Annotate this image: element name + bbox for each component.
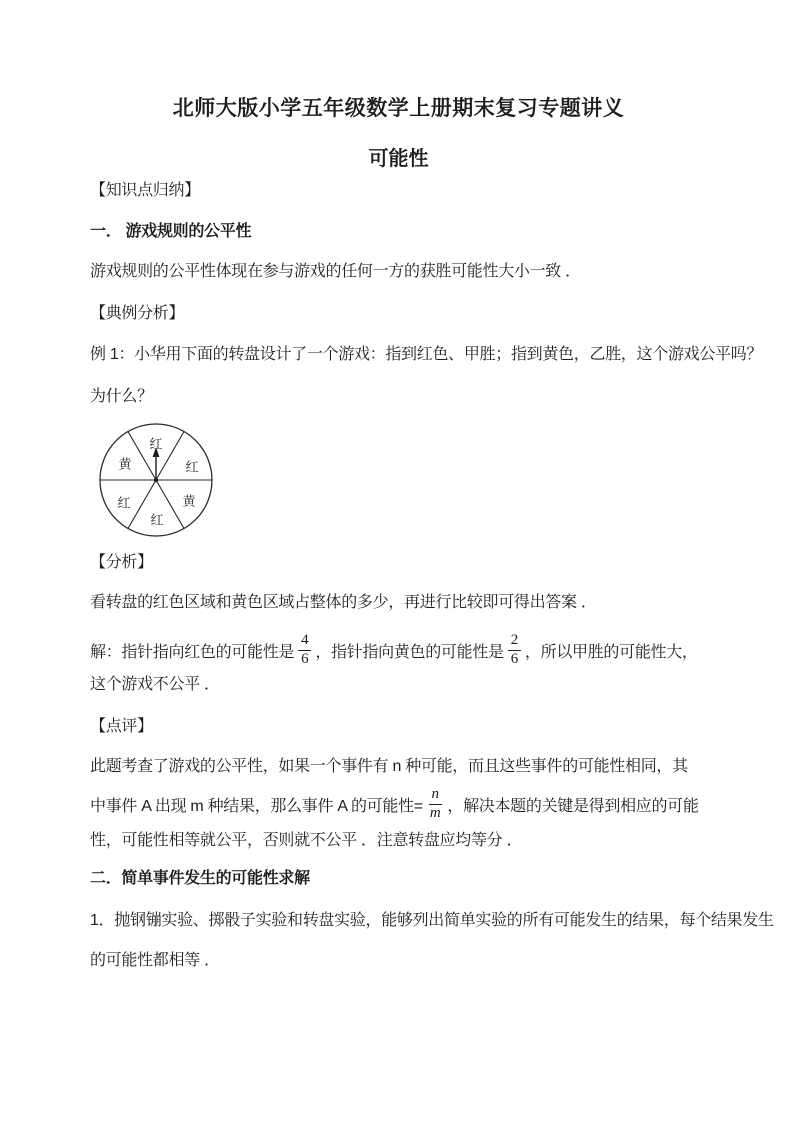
- section1-heading: 一． 游戏规则的公平性: [90, 223, 252, 240]
- solution-seg1: 解：指针指向红色的可能性是: [90, 643, 295, 661]
- solution-seg3: ，所以甲胜的可能性大，: [524, 643, 698, 661]
- comment-line1: 此题考查了游戏的公平性，如果一个事件有 n 种可能，而且这些事件的可能性相同，其: [90, 758, 688, 775]
- spinner-label-top: 红: [149, 436, 163, 452]
- spinner-label-lower-left: 红: [117, 495, 131, 511]
- spinner-wheel-figure: [96, 421, 216, 539]
- page-title: 北师大版小学五年级数学上册期末复习专题讲义: [172, 97, 625, 120]
- example1-question-line1: 例 1：小华用下面的转盘设计了一个游戏：指到红色、甲胜；指到黄色，乙胜，这个游戏公平吗？: [90, 346, 763, 363]
- fraction-numerator: n: [429, 786, 442, 804]
- section2-point1-line2: 的可能性都相等 ．: [90, 952, 220, 969]
- analysis-body: 看转盘的红色区域和黄色区域占整体的多少，再进行比较即可得出答案 ．: [90, 594, 597, 611]
- fraction-denominator: 6: [510, 650, 518, 667]
- solution-line2: 这个游戏不公平 ．: [90, 676, 220, 693]
- page-subtitle: 可能性: [368, 148, 429, 170]
- spinner-label-bottom: 红: [150, 512, 164, 528]
- spinner-center-dot: [154, 478, 158, 482]
- fraction-n-m: [427, 786, 444, 822]
- comment-line2-seg1: 中事件 A 出现 m 种结果，那么事件 A 的可能性=: [90, 797, 423, 815]
- fraction-numerator: 4: [298, 632, 311, 650]
- comment-line3: 性，可能性相等就公平，否则就不公平 ．注意转盘应均等分 ．: [90, 832, 523, 849]
- spinner-label-upper-right: 红: [185, 459, 199, 475]
- example-analysis-header: 【典例分析】: [90, 305, 185, 322]
- fraction-numerator: 2: [508, 632, 521, 650]
- section2-point1-line1: 1．抛钢镚实验、掷骰子实验和转盘实验，能够列出简单实验的所有可能发生的结果，每个结果发生: [90, 912, 774, 929]
- comment-line2: [90, 782, 707, 826]
- example1-question-line2: 为什么？: [90, 388, 153, 405]
- knowledge-points-header: 【知识点归纳】: [90, 182, 200, 199]
- comment-line2-seg2: ，解决本题的关键是得到相应的可能: [447, 797, 699, 815]
- fraction-2-6: [508, 632, 521, 668]
- solution-seg2: ，指针指向黄色的可能性是: [315, 643, 504, 661]
- spinner-label-lower-right: 黄: [182, 493, 196, 509]
- analysis-header: 【分析】: [90, 554, 153, 571]
- fraction-denominator: 6: [301, 650, 309, 667]
- fraction-4-6: [298, 632, 311, 668]
- spinner-wheel: [96, 421, 216, 539]
- section1-body: 游戏规则的公平性体现在参与游戏的任何一方的获胜可能性大小一致 ．: [90, 263, 581, 280]
- spinner-label-upper-left: 黄: [118, 456, 132, 472]
- fraction-denominator: m: [429, 804, 441, 821]
- comment-header: 【点评】: [90, 718, 153, 735]
- solution-line1: [90, 628, 707, 672]
- section2-heading: 二．简单事件发生的可能性求解: [90, 870, 310, 887]
